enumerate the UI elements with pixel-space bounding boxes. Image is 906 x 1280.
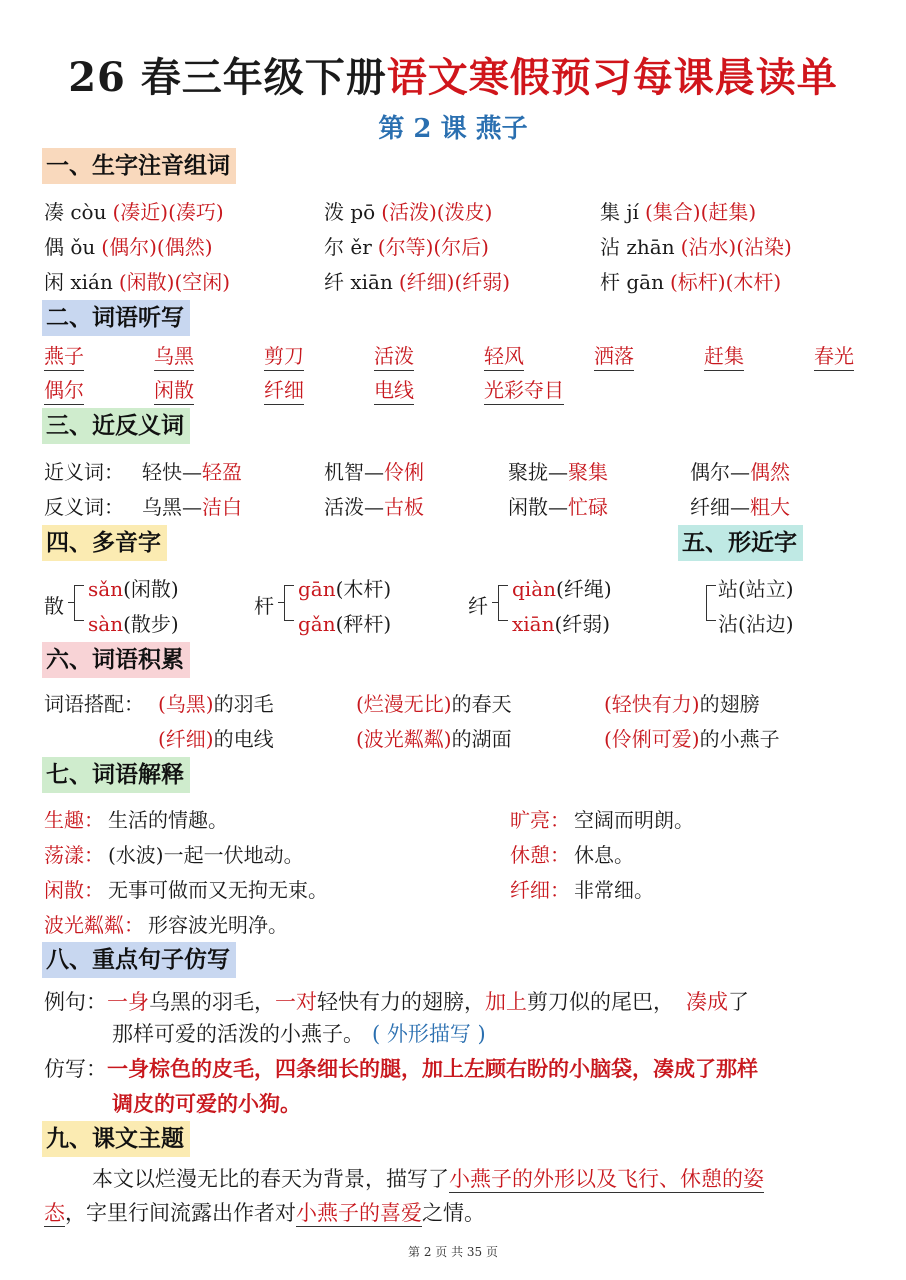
- pair-word: 聚拢—: [508, 460, 568, 484]
- collocation-noun: 的电线: [213, 727, 274, 751]
- char-words: (闲散)(空闲): [118, 270, 231, 294]
- definition-term: 纤细：: [510, 878, 570, 902]
- dictation-word: 纤细: [264, 374, 304, 405]
- char-words: (活泼)(泼皮): [381, 200, 493, 224]
- ex-part: 了: [728, 990, 749, 1014]
- collocation-answer: (伶俐可爱): [604, 727, 700, 751]
- char-pinyin: 凑 còu: [44, 200, 107, 224]
- char-entry: [600, 196, 756, 225]
- collocation-item: [158, 688, 274, 717]
- definition-term: 闲散：: [44, 878, 104, 902]
- pair-word: 纤细—: [690, 495, 750, 519]
- char-words: (尔等)(尔后): [377, 235, 489, 259]
- collocation-label: 词语搭配：: [44, 692, 144, 716]
- char-entry: [324, 231, 489, 260]
- collocation-item: [356, 723, 512, 752]
- pair-answer: 古板: [384, 495, 424, 519]
- definition-item: [510, 804, 694, 833]
- char-entry: [324, 196, 492, 225]
- pinyin: qiàn: [512, 577, 557, 601]
- page-footer: 第 2 页 共 35 页: [408, 1245, 498, 1259]
- pair-answer: 洁白: [202, 495, 242, 519]
- brace-tick: [278, 602, 284, 603]
- pair-answer: 偶然: [750, 460, 790, 484]
- definition-term: 生趣：: [44, 808, 104, 832]
- brace-xingjin: [706, 585, 716, 621]
- dictation-word: 轻风: [484, 340, 524, 371]
- char-words: (纤细)(纤弱): [398, 270, 511, 294]
- collocation-noun: 的小燕子: [699, 727, 780, 751]
- synonym-pair: [324, 456, 424, 485]
- pinyin: xiān: [512, 612, 555, 636]
- collocation-answer: (烂漫无比): [356, 692, 452, 716]
- dictation-word: 春光: [814, 340, 854, 371]
- example-sentence-line2: [112, 1018, 486, 1048]
- definition-text: 空阔而明朗。: [574, 808, 694, 832]
- antonym-pair: [324, 491, 424, 520]
- title-black: 26 春三年级下册: [68, 54, 387, 101]
- definition-text: 非常细。: [574, 878, 654, 902]
- antonym-pair: [142, 491, 242, 520]
- antonym-pair: [690, 491, 790, 520]
- definition-term: 波光粼粼：: [44, 913, 144, 937]
- char-pinyin: 闲 xián: [44, 270, 113, 294]
- polyphone-reading: [298, 608, 391, 637]
- collocation-answer: (波光粼粼): [356, 727, 452, 751]
- polyphone-char: 散: [44, 594, 64, 618]
- section-3-heading: 三、近反义词: [42, 408, 190, 444]
- dictation-word: 赶集: [704, 340, 744, 371]
- theme-line2: [44, 1197, 485, 1227]
- example-sentence-line1: [44, 986, 749, 1016]
- definition-text: 形容波光明净。: [148, 913, 288, 937]
- char-entry: [44, 231, 213, 260]
- collocation-item: [604, 723, 780, 752]
- theme-text: 之情。: [422, 1201, 485, 1225]
- pair-answer: 粗大: [750, 495, 790, 519]
- polyphone-reading: [512, 608, 610, 637]
- pinyin: gǎn: [298, 612, 336, 636]
- brace-tick: [492, 602, 498, 603]
- pair-word: 偶尔—: [690, 460, 750, 484]
- synonym-label: 近义词：: [44, 460, 124, 484]
- char-words: (偶尔)(偶然): [101, 235, 213, 259]
- definition-term: 休憩：: [510, 843, 570, 867]
- polyphone-reading: [512, 573, 612, 602]
- pinyin: sàn: [88, 612, 124, 636]
- theme-text: ，字里行间流露出作者对: [65, 1201, 296, 1225]
- title-red: 语文寒假预习每课晨读单: [386, 54, 838, 101]
- theme-line1: [92, 1163, 764, 1193]
- theme-text: 本文以烂漫无比的春天为背景，描写了: [92, 1167, 449, 1191]
- synonym-pair: [690, 456, 790, 485]
- char-words: (沾水)(沾染): [680, 235, 792, 259]
- brace: [284, 585, 294, 621]
- pinyin: sǎn: [88, 577, 124, 601]
- antonym-pair: [508, 491, 608, 520]
- dictation-word: 燕子: [44, 340, 84, 371]
- collocation-item: [158, 723, 274, 752]
- pair-answer: 伶俐: [384, 460, 424, 484]
- collocation-noun: 的羽毛: [213, 692, 274, 716]
- polyphone-reading: [88, 608, 179, 637]
- pair-word: 机智—: [324, 460, 384, 484]
- collocation-noun: 的湖面: [451, 727, 512, 751]
- brace: [74, 585, 84, 621]
- polyphone-reading: [298, 573, 391, 602]
- pair-word: 轻快—: [142, 460, 202, 484]
- imitation-line1: [44, 1053, 758, 1083]
- synonym-pair: [142, 456, 242, 485]
- definition-item: [44, 839, 304, 868]
- char-pinyin: 集 jí: [600, 200, 639, 224]
- word: (木杆): [335, 577, 392, 601]
- section-7-heading: 七、词语解释: [42, 757, 190, 793]
- ex-part: 凑成: [686, 990, 728, 1014]
- antonym-label: 反义词：: [44, 495, 124, 519]
- page-title: [0, 46, 906, 103]
- collocation-item: [356, 688, 512, 717]
- imitation-label: 仿写：: [44, 1057, 107, 1081]
- word: (散步): [123, 612, 179, 636]
- definition-text: 生活的情趣。: [108, 808, 228, 832]
- polyphone-char: 杆: [254, 594, 274, 618]
- pair-answer: 忙碌: [568, 495, 608, 519]
- section-5-heading: 五、形近字: [678, 525, 803, 561]
- definition-term: 荡漾：: [44, 843, 104, 867]
- char-pinyin: 杆 gān: [600, 270, 664, 294]
- example-label: 例句：: [44, 990, 107, 1014]
- char-pinyin: 沾 zhān: [600, 235, 675, 259]
- dictation-word: 电线: [374, 374, 414, 405]
- imitation-line2: 调皮的可爱的小狗。: [112, 1091, 301, 1116]
- definition-term: 旷亮：: [510, 808, 570, 832]
- word: (纤弱): [554, 612, 611, 636]
- char-pinyin: 偶 ǒu: [44, 235, 96, 259]
- section-2-heading: 二、词语听写: [42, 300, 190, 336]
- ex-part: 剪刀似的尾巴，: [527, 990, 674, 1014]
- char-words: (集合)(赶集): [644, 200, 757, 224]
- char-entry: [600, 231, 792, 260]
- ex-part: 加上: [485, 990, 527, 1014]
- pair-word: 活泼—: [324, 495, 384, 519]
- definition-item: [44, 804, 228, 833]
- pair-word: 乌黑—: [142, 495, 202, 519]
- char-words: (凑近)(凑巧): [112, 200, 224, 224]
- collocation-noun: 的翅膀: [699, 692, 760, 716]
- collocation-answer: (乌黑): [158, 692, 214, 716]
- pinyin: gān: [298, 577, 336, 601]
- char-entry: [44, 196, 224, 225]
- ex-part: 一对: [275, 990, 317, 1014]
- collocation-answer: (轻快有力): [604, 692, 700, 716]
- definition-item: [44, 874, 328, 903]
- imitation-text-1: 一身棕色的皮毛，四条细长的腿，加上左顾右盼的小脑袋，凑成了那样: [107, 1056, 758, 1081]
- dictation-word: 偶尔: [44, 374, 84, 405]
- collocation-answer: (纤细): [158, 727, 214, 751]
- similar-char-1: 站(站立): [718, 577, 794, 601]
- definition-item: [510, 839, 634, 868]
- char-words: (标杆)(木杆): [669, 270, 782, 294]
- dictation-word: 光彩夺目: [484, 374, 564, 405]
- pair-answer: 聚集: [568, 460, 608, 484]
- section-8-heading: 八、重点句子仿写: [42, 942, 236, 978]
- section-9-heading: 九、课文主题: [42, 1121, 190, 1157]
- dictation-word: 活泼: [374, 340, 414, 371]
- dictation-word: 乌黑: [154, 340, 194, 371]
- word: (纤绳): [556, 577, 612, 601]
- theme-highlight: 小燕子的喜爱: [296, 1201, 422, 1225]
- brace: [498, 585, 508, 621]
- lesson-title: 第 2 课 燕子: [378, 114, 528, 144]
- definition-item: [44, 909, 288, 938]
- polyphone-reading: [88, 573, 179, 602]
- definition-item: [510, 874, 654, 903]
- theme-highlight: 态: [44, 1201, 65, 1225]
- ex-note: ( 外形描写 ): [372, 1022, 486, 1046]
- ex-part: 一身: [107, 990, 149, 1014]
- char-entry: [44, 266, 230, 295]
- ex-part: 乌黑的羽毛，: [149, 990, 275, 1014]
- char-entry: [600, 266, 781, 295]
- ex-line2: 那样可爱的活泼的小燕子。: [112, 1022, 364, 1046]
- word: (闲散): [123, 577, 179, 601]
- dictation-word: 剪刀: [264, 340, 304, 371]
- polyphone-char: 纤: [468, 594, 488, 618]
- definition-text: 休息。: [574, 843, 634, 867]
- pair-answer: 轻盈: [202, 460, 242, 484]
- dictation-word: 闲散: [154, 374, 194, 405]
- definition-text: 无事可做而又无拘无束。: [108, 878, 328, 902]
- word: (秤杆): [335, 612, 392, 636]
- collocation-noun: 的春天: [451, 692, 512, 716]
- ex-part: 轻快有力的翅膀，: [317, 990, 485, 1014]
- similar-char-2: 沾(沾边): [718, 612, 794, 636]
- definition-text: (水波)一起一伏地动。: [108, 843, 304, 867]
- char-entry: [324, 266, 510, 295]
- section-6-heading: 六、词语积累: [42, 642, 190, 678]
- dictation-word: 洒落: [594, 340, 634, 371]
- collocation-item: [604, 688, 760, 717]
- theme-highlight: 小燕子的外形以及飞行、休憩的姿: [449, 1167, 764, 1191]
- brace-tick: [68, 602, 74, 603]
- char-pinyin: 尔 ěr: [324, 235, 372, 259]
- char-pinyin: 纤 xiān: [324, 270, 393, 294]
- section-1-heading: 一、生字注音组词: [42, 148, 236, 184]
- synonym-pair: [508, 456, 608, 485]
- char-pinyin: 泼 pō: [324, 200, 376, 224]
- pair-word: 闲散—: [508, 495, 568, 519]
- section-4-heading: 四、多音字: [42, 525, 167, 561]
